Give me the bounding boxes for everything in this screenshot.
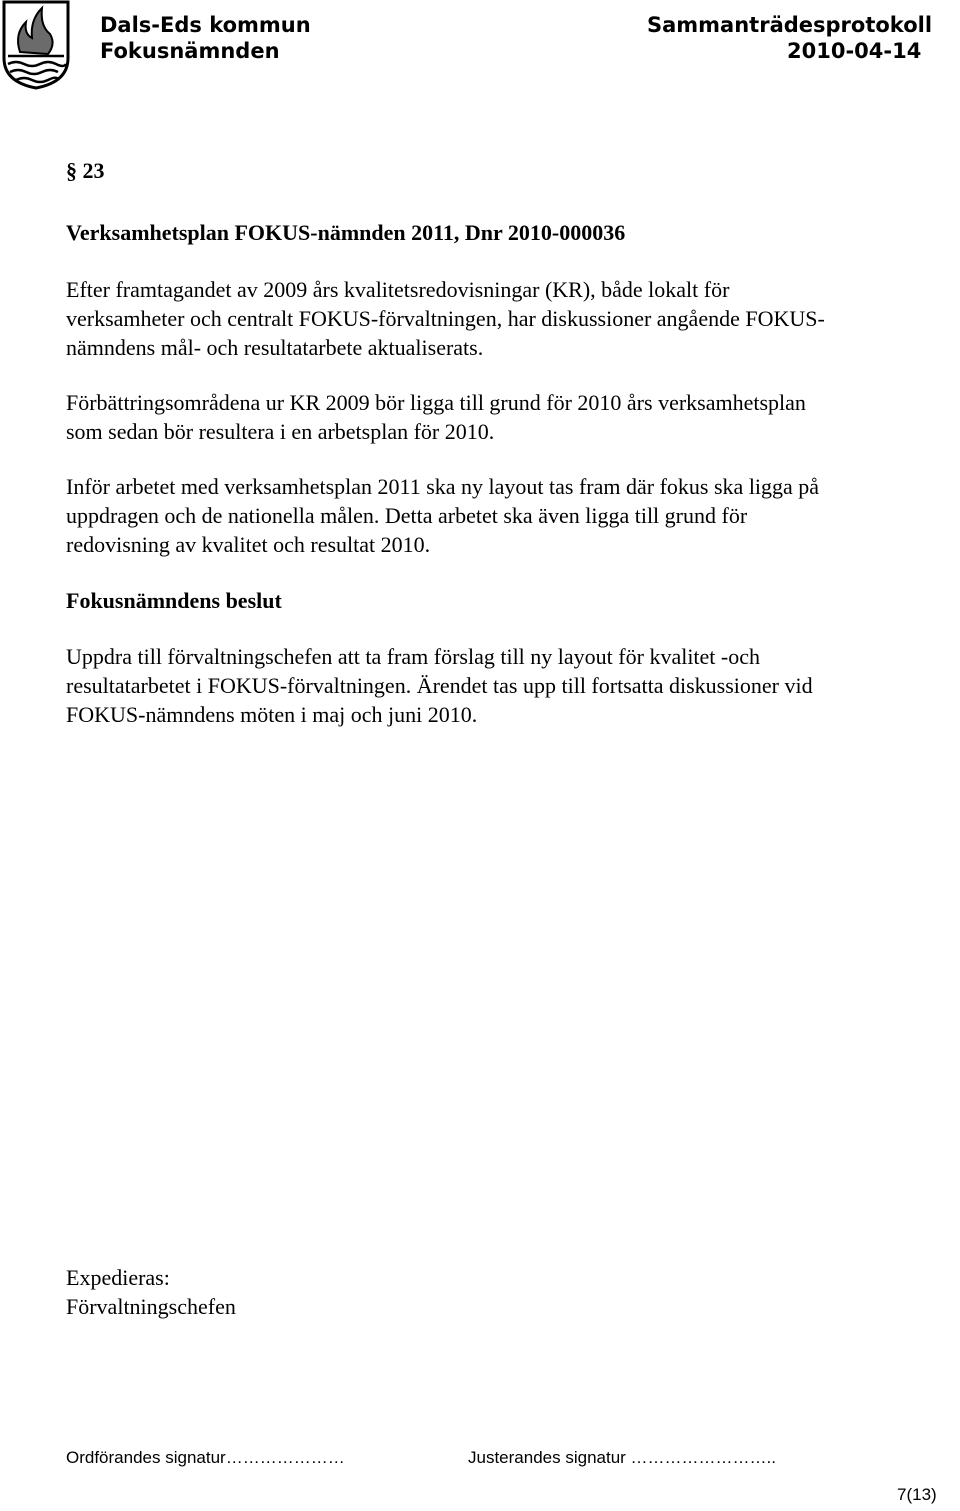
decision-heading: Fokusnämndens beslut [66, 588, 282, 613]
text-line: FOKUS-nämndens möten i maj och juni 2010. [66, 702, 478, 727]
item-title: Verksamhetsplan FOKUS-nämnden 2011, Dnr 2010-000036 [66, 220, 626, 245]
text-line: nämndens mål- och resultatarbete aktualiserats. [66, 335, 484, 360]
body-paragraph-2 [66, 388, 806, 446]
chair-signature: Ordförandes signatur………………… [66, 1448, 345, 1467]
text-line: redovisning av kvalitet och resultat 2010. [66, 532, 431, 557]
body-paragraph-1 [66, 275, 825, 362]
text-line: Uppdra till förvaltningschefen att ta fram förslag till ny layout för kvalitet -och [66, 644, 761, 669]
text-line: resultatarbetet i FOKUS-förvaltningen. Ärendet tas upp till fortsatta diskussioner vid [66, 673, 813, 698]
text-line: Förbättringsområdena ur KR 2009 bör ligga till grund för 2010 års verksamhetsplan [66, 390, 806, 415]
text-line: som sedan bör resultera i en arbetsplan för 2010. [66, 419, 495, 444]
header-date: 2010-04-14 [787, 39, 922, 63]
dispatch-label: Expedieras: [66, 1265, 170, 1290]
text-line: Efter framtagandet av 2009 års kvalitetsredovisningar (KR), både lokalt för [66, 277, 730, 302]
dispatch-recipient: Förvaltningschefen [66, 1294, 236, 1319]
text-line: uppdragen och de nationella målen. Detta arbetet ska även ligga till grund för [66, 503, 748, 528]
text-line: Inför arbetet med verksamhetsplan 2011 ska ny layout tas fram där fokus ska ligga på [66, 474, 820, 499]
adjuster-signature: Justerandes signatur …………………….. [468, 1448, 776, 1467]
municipality-logo [0, 0, 72, 90]
header-committee: Fokusnämnden [100, 39, 280, 63]
dispatch-block [66, 1263, 236, 1321]
body-paragraph-3 [66, 472, 819, 559]
page-number: 7(13) [897, 1485, 937, 1504]
text-line: verksamheter och centralt FOKUS-förvaltningen, har diskussioner angående FOKUS- [66, 306, 825, 331]
header-document-type: Sammanträdesprotokoll [647, 13, 933, 37]
header-municipality: Dals-Eds kommun [100, 13, 311, 37]
decision-text [66, 642, 813, 729]
paragraph-number: § 23 [66, 158, 105, 183]
